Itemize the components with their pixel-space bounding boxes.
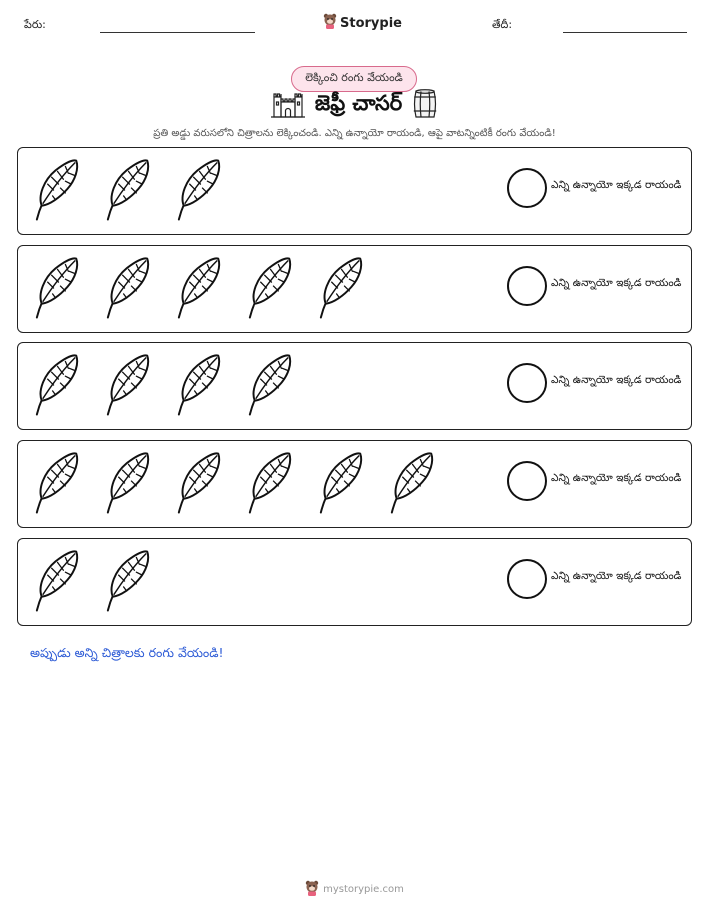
feather-icon[interactable] (28, 449, 87, 519)
date-label: తేదీ: (492, 18, 513, 31)
feather-icon[interactable] (383, 449, 442, 519)
count-row (17, 245, 692, 333)
feather-group (28, 547, 158, 617)
feather-icon[interactable] (241, 449, 300, 519)
answer-circle[interactable] (507, 266, 547, 306)
answer-circle[interactable] (507, 559, 547, 599)
date-field[interactable] (563, 32, 687, 33)
feather-group (28, 156, 229, 226)
castle-icon (271, 89, 305, 123)
activity-badge: లెక్కించి రంగు వేయండి (291, 66, 417, 92)
feather-icon[interactable] (99, 547, 158, 617)
feather-icon[interactable] (99, 351, 158, 421)
answer-hint: ఎన్ని ఉన్నాయో ఇక్కడ రాయండి (551, 179, 682, 191)
feather-group (28, 449, 442, 519)
name-field[interactable] (100, 32, 255, 33)
feather-icon[interactable] (312, 449, 371, 519)
answer-circle[interactable] (507, 363, 547, 403)
feather-icon[interactable] (28, 254, 87, 324)
site-url: mystorypie.com (323, 884, 404, 895)
brand-name: Storypie (340, 15, 402, 31)
feather-group (28, 254, 371, 324)
instructions: ప్రతి అడ్డు వరుసలోని చిత్రాలను లెక్కించండి. ఎన్ని ఉన్నాయో రాయండి, ఆపై వాటన్నింటికీ రంగు వేయండి! (153, 128, 556, 139)
answer-hint: ఎన్ని ఉన్నాయో ఇక్కడ రాయండి (551, 277, 682, 289)
answer-circle[interactable] (507, 168, 547, 208)
feather-icon[interactable] (170, 449, 229, 519)
feather-icon[interactable] (28, 547, 87, 617)
feather-icon[interactable] (241, 351, 300, 421)
feather-group (28, 351, 300, 421)
bear-mascot-icon (323, 13, 337, 33)
answer-hint: ఎన్ని ఉన్నాయో ఇక్కడ రాయండి (551, 570, 682, 582)
feather-icon[interactable] (241, 254, 300, 324)
brand-logo (323, 13, 402, 33)
feather-icon[interactable] (99, 254, 158, 324)
barrel-icon (412, 89, 438, 123)
answer-circle[interactable] (507, 461, 547, 501)
bear-mascot-icon (305, 880, 319, 899)
feather-icon[interactable] (170, 156, 229, 226)
site-footer (0, 880, 709, 899)
feather-icon[interactable] (312, 254, 371, 324)
feather-icon[interactable] (170, 351, 229, 421)
count-row (17, 440, 692, 528)
count-row (17, 538, 692, 626)
answer-hint: ఎన్ని ఉన్నాయో ఇక్కడ రాయండి (551, 472, 682, 484)
feather-icon[interactable] (28, 156, 87, 226)
count-row (17, 342, 692, 430)
footer-instruction: అప్పుడు అన్ని చిత్రాలకు రంగు వేయండి! (30, 645, 224, 660)
feather-icon[interactable] (170, 254, 229, 324)
title-row (0, 90, 709, 122)
feather-icon[interactable] (28, 351, 87, 421)
feather-icon[interactable] (99, 449, 158, 519)
page-title: జెఫ్రీ చాసర్ (314, 91, 403, 115)
name-label: పేరు: (24, 18, 46, 31)
count-row (17, 147, 692, 235)
feather-icon[interactable] (99, 156, 158, 226)
answer-hint: ఎన్ని ఉన్నాయో ఇక్కడ రాయండి (551, 374, 682, 386)
